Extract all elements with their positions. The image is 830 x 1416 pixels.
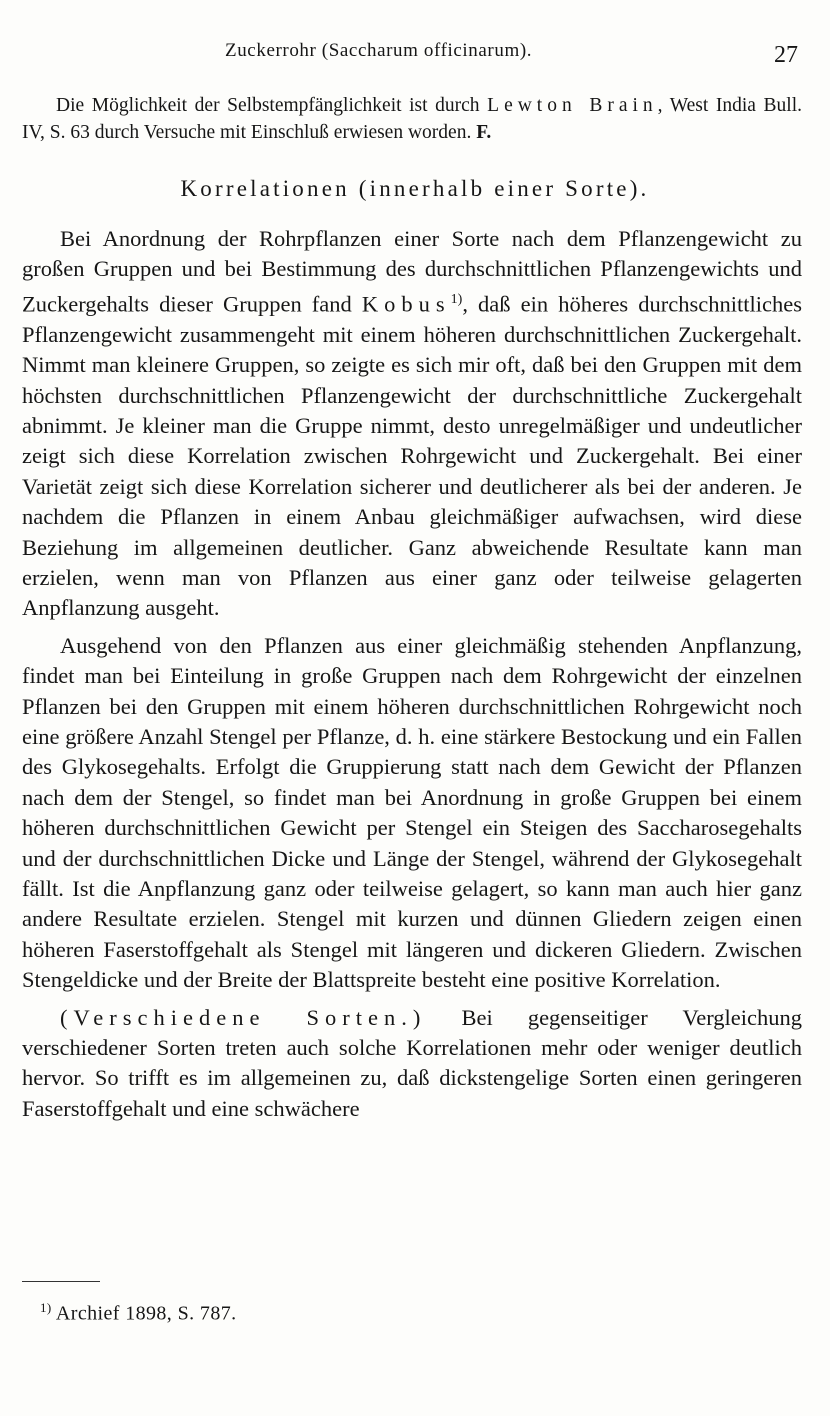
paragraph-3-lead: (Verschiedene Sorten.) [60, 1004, 427, 1030]
section-title: Korrelationen (innerhalb einer Sorte). [180, 176, 650, 201]
footnote-divider [22, 1281, 100, 1282]
paragraph-3 [22, 1003, 802, 1125]
footnote-text: Archief 1898, S. 787. [51, 1302, 237, 1325]
paragraph-1 [22, 224, 802, 624]
top-note-text-before: Die Möglichkeit der Selbstempfänglichkeit ist durch [56, 95, 488, 116]
top-note-text-after: , West India Bull. IV, S. 63 durch Versuche mit Einschluß erwiesen worden. [22, 95, 803, 143]
top-note-signature: F. [476, 122, 492, 143]
top-note-author: Lewton Brain [487, 95, 658, 116]
paragraph-3-text: Bei gegenseitiger Vergleichung verschiedener Sorten treten auch solche Korrelationen mehr oder weniger deutlich hervor. So trifft es im allgemeinen zu, daß dickstengelige Sorten einen geringeren Faserstoffgehalt und eine schwächere [22, 1004, 803, 1121]
footnote-reference[interactable]: 1) [450, 291, 463, 307]
top-note [22, 92, 802, 146]
author-kobus: Kobus [361, 291, 451, 317]
paragraph-1-before: Bei Anordnung der Rohrpflanzen einer Sorte nach dem Pflanzengewicht zu großen Gruppen und bei Bestimmung des durchschnittlichen Pflanzengewichts und Zuckergehalts dieser Gruppen fand [22, 226, 802, 317]
paragraph-1-after: , daß ein höheres durchschnittliches Pflanzengewicht zusammengeht mit einem höheren durchschnittlichen Zuckergehalt. Nimmt man kleinere Gruppen, so zeigte es sich mir oft, daß bei den Gruppen mit dem höchsten durchschnittlichen Pflanzengewicht der durchschnittliche Zuckergehalt abnimmt. Je kleiner man die Gruppe nimmt, desto unregelmäßiger und undeutlicher zeigt sich diese Korrelation zwischen Rohrgewicht und Zuckergehalt. Bei einer Varietät zeigt sich diese Korrelation sicherer und deutlicherer als bei der anderen. Je nachdem die Pflanzen in einem Anbau gleichmäßiger aufwachsen, wird diese Beziehung im allgemeinen deutlicher. Ganz abweichende Resultate kann man erzielen, wenn man von Pflanzen aus einer ganz oder teilweise gelagerten Anpflanzung ausgeht. [22, 291, 802, 621]
body-text [22, 224, 802, 1131]
paragraph-2: Ausgehend von den Pflanzen aus einer gleichmäßig stehenden Anpflanzung, findet man bei Einteilung in große Gruppen nach dem Rohrgewicht der einzelnen Pflanzen bei den Gruppen mit einem höheren durchschnittlichen Rohrgewicht noch eine größere Anzahl Stengel per Pflanze, d. h. eine stärkere Bestockung und ein Fallen des Glykosegehalts. Erfolgt die Gruppierung statt nach dem Gewicht der Pflanzen nach dem der Stengel, so findet man bei Anordnung in große Gruppen bei einem höheren durchschnittlichen Gewicht per Stengel ein Steigen des Saccharosegehalts und der durchschnittlichen Dicke und Länge der Stengel, während der Glykosegehalt fällt. Ist die Anpflanzung ganz oder teilweise gelagert, so kann man auch hier ganz andere Resultate erzielen. Stengel mit kurzen und dünnen Gliedern zeigen einen höheren Faserstoffgehalt als Stengel mit längeren und dickeren Gliedern. Zwischen Stengeldicke und der Breite der Blattspreite besteht eine positive Korrelation. [22, 632, 802, 993]
page-number: 27 [774, 42, 798, 68]
top-note-paragraph [22, 92, 802, 146]
page-header [0, 40, 830, 70]
running-head: Zuckerrohr (Saccharum officinarum). [225, 40, 533, 61]
footnote [40, 1300, 237, 1326]
footnote-marker: 1) [40, 1300, 52, 1315]
